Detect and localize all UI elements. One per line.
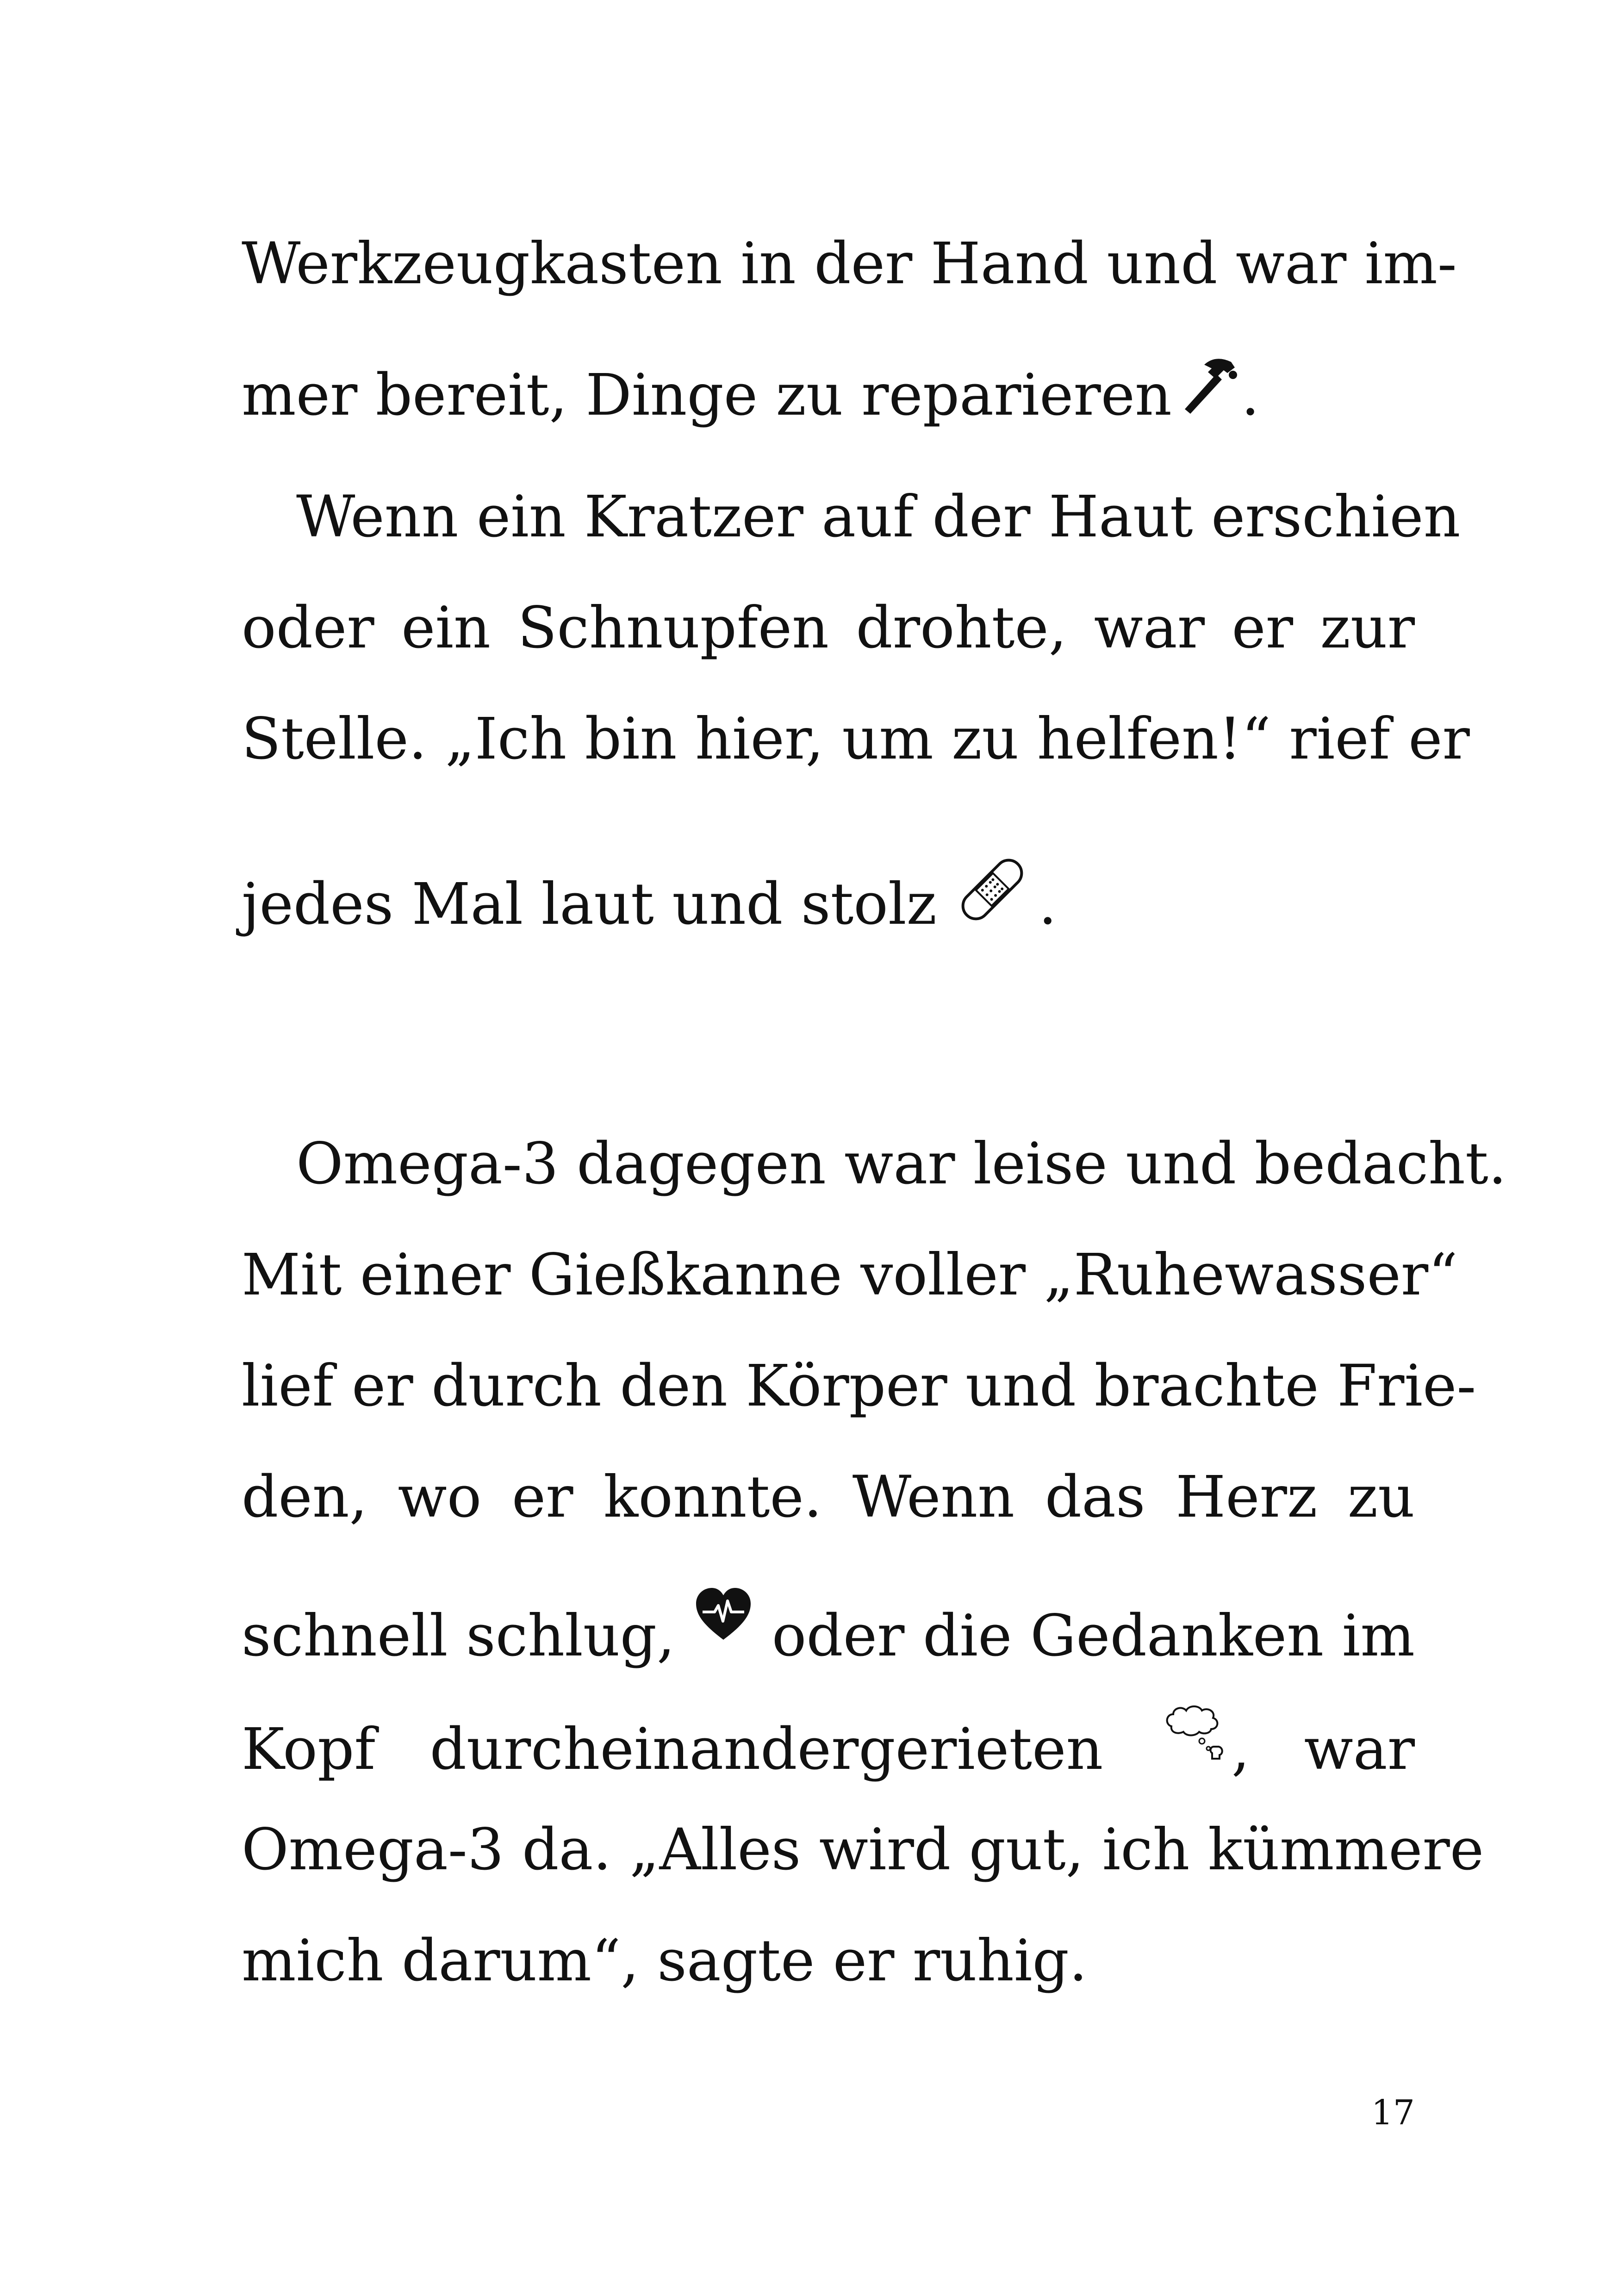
paragraph-1-line-2 bbox=[242, 352, 1415, 429]
paragraph-2-line-2: oder ein Schnupfen drohte, war er zur bbox=[242, 595, 1415, 661]
paragraph-1-line-2-period: . bbox=[1241, 362, 1260, 429]
paragraph-2-line-4 bbox=[242, 848, 1415, 938]
paragraph-3-line-5 bbox=[242, 1585, 1415, 1669]
paragraph-2-line-1: Wenn ein Kratzer auf der Haut erschien bbox=[296, 484, 1461, 550]
paragraph-3-line-6-part-d: war bbox=[1304, 1716, 1415, 1783]
paragraph-3-line-6-icon-group bbox=[1157, 1716, 1250, 1783]
adhesive-bandage-icon bbox=[951, 848, 1034, 931]
paragraph-3-line-6-comma: , bbox=[1231, 1716, 1250, 1783]
paragraph-2-line-3: Stelle. „Ich bin hier, um zu helfen!“ rief er bbox=[242, 706, 1470, 772]
paragraph-3-line-7: Omega-3 da. „Alles wird gut, ich kümmere bbox=[242, 1817, 1484, 1883]
paragraph-3-line-8: mich darum“, sagte er ruhig. bbox=[242, 1928, 1088, 1994]
paragraph-3-line-2: Mit einer Gießkanne voller „Ruhewasser“ bbox=[242, 1242, 1458, 1308]
heartbeat-heart-icon bbox=[693, 1585, 753, 1645]
thought-bubble-icon bbox=[1162, 1703, 1232, 1763]
paragraph-3-line-3: lief er durch den Körper und brachte Frie- bbox=[242, 1353, 1476, 1419]
paragraph-3-line-6-part-a: Kopf bbox=[242, 1716, 376, 1783]
paragraph-3-line-4: den, wo er konnte. Wenn das Herz zu bbox=[242, 1464, 1415, 1531]
page-number: 17 bbox=[1371, 2093, 1415, 2133]
paragraph-2-line-4-period: . bbox=[1038, 871, 1057, 938]
paragraph-2-line-4-text: jedes Mal laut und stolz bbox=[242, 871, 937, 938]
hammer-icon bbox=[1176, 352, 1241, 417]
paragraph-3-line-1: Omega-3 dagegen war leise und bedacht. bbox=[296, 1131, 1507, 1197]
paragraph-1-line-1: Werkzeugkasten in der Hand und war im- bbox=[242, 230, 1457, 297]
paragraph-1-line-2-text: mer bereit, Dinge zu reparieren bbox=[242, 362, 1172, 429]
paragraph-3-line-6 bbox=[242, 1703, 1415, 1783]
paragraph-3-line-5-part-a: schnell schlug, bbox=[242, 1603, 675, 1669]
paragraph-3-line-5-part-b: oder die Gedanken im bbox=[772, 1603, 1415, 1669]
paragraph-3-line-6-part-b: durcheinandergerieten bbox=[429, 1716, 1103, 1783]
